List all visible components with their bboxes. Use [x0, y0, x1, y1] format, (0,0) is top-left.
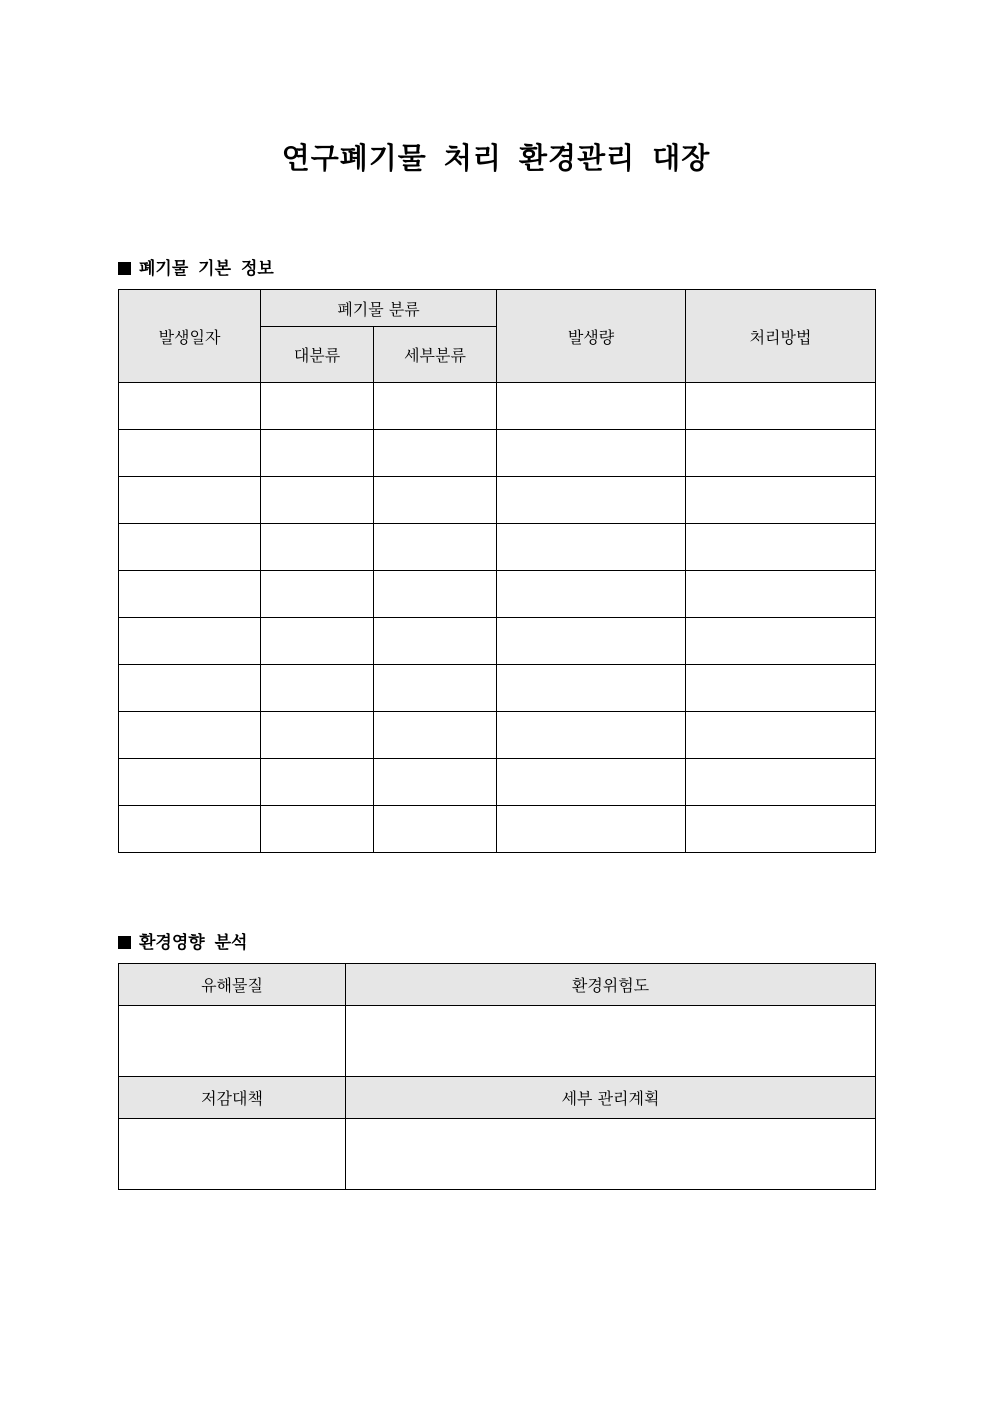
header-amount: 발생량 — [497, 290, 686, 383]
cell-date[interactable] — [119, 571, 261, 618]
cell-amount[interactable] — [497, 383, 686, 430]
table-row — [119, 571, 876, 618]
cell-sub-category[interactable] — [374, 477, 497, 524]
cell-major-category[interactable] — [261, 712, 374, 759]
cell-method[interactable] — [686, 477, 876, 524]
table-row — [119, 618, 876, 665]
cell-major-category[interactable] — [261, 806, 374, 853]
cell-method[interactable] — [686, 806, 876, 853]
cell-date[interactable] — [119, 383, 261, 430]
cell-major-category[interactable] — [261, 618, 374, 665]
cell-amount[interactable] — [497, 477, 686, 524]
header-method: 처리방법 — [686, 290, 876, 383]
cell-amount[interactable] — [497, 618, 686, 665]
cell-method[interactable] — [686, 712, 876, 759]
header-environmental-risk: 환경위험도 — [346, 964, 876, 1006]
table-row — [119, 430, 876, 477]
table-row — [119, 806, 876, 853]
table-row — [119, 712, 876, 759]
cell-amount[interactable] — [497, 712, 686, 759]
cell-sub-category[interactable] — [374, 759, 497, 806]
cell-hazardous-substance[interactable] — [119, 1006, 346, 1077]
cell-detailed-plan[interactable] — [346, 1119, 876, 1190]
cell-sub-category[interactable] — [374, 571, 497, 618]
cell-major-category[interactable] — [261, 571, 374, 618]
header-category-group: 폐기물 분류 — [261, 290, 497, 327]
header-detailed-plan: 세부 관리계획 — [346, 1077, 876, 1119]
cell-amount[interactable] — [497, 571, 686, 618]
table-row — [119, 665, 876, 712]
cell-sub-category[interactable] — [374, 618, 497, 665]
header-reduction-measures: 저감대책 — [119, 1077, 346, 1119]
cell-date[interactable] — [119, 712, 261, 759]
cell-method[interactable] — [686, 430, 876, 477]
header-sub-category: 세부분류 — [374, 327, 497, 383]
cell-amount[interactable] — [497, 524, 686, 571]
cell-major-category[interactable] — [261, 524, 374, 571]
impact-analysis-table — [118, 963, 876, 1190]
cell-method[interactable] — [686, 524, 876, 571]
header-date: 발생일자 — [119, 290, 261, 383]
cell-sub-category[interactable] — [374, 430, 497, 477]
table-row — [119, 477, 876, 524]
cell-date[interactable] — [119, 759, 261, 806]
black-square-icon — [118, 262, 131, 275]
cell-major-category[interactable] — [261, 430, 374, 477]
cell-method[interactable] — [686, 571, 876, 618]
cell-sub-category[interactable] — [374, 665, 497, 712]
header-major-category: 대분류 — [261, 327, 374, 383]
cell-method[interactable] — [686, 759, 876, 806]
cell-date[interactable] — [119, 665, 261, 712]
cell-amount[interactable] — [497, 759, 686, 806]
waste-info-table — [118, 289, 876, 853]
section-heading-waste-info — [118, 254, 274, 279]
cell-method[interactable] — [686, 618, 876, 665]
cell-amount[interactable] — [497, 665, 686, 712]
cell-sub-category[interactable] — [374, 712, 497, 759]
cell-sub-category[interactable] — [374, 806, 497, 853]
cell-date[interactable] — [119, 806, 261, 853]
table-row — [119, 759, 876, 806]
cell-date[interactable] — [119, 524, 261, 571]
section-heading-impact-analysis — [118, 928, 247, 953]
section-heading-label: 폐기물 기본 정보 — [139, 259, 274, 279]
cell-major-category[interactable] — [261, 383, 374, 430]
cell-environmental-risk[interactable] — [346, 1006, 876, 1077]
cell-major-category[interactable] — [261, 477, 374, 524]
cell-date[interactable] — [119, 477, 261, 524]
cell-date[interactable] — [119, 618, 261, 665]
table-row — [119, 524, 876, 571]
cell-method[interactable] — [686, 665, 876, 712]
cell-sub-category[interactable] — [374, 524, 497, 571]
cell-method[interactable] — [686, 383, 876, 430]
cell-reduction-measures[interactable] — [119, 1119, 346, 1190]
cell-major-category[interactable] — [261, 665, 374, 712]
cell-sub-category[interactable] — [374, 383, 497, 430]
section-heading-label: 환경영향 분석 — [139, 933, 248, 953]
black-square-icon — [118, 936, 131, 949]
table-row — [119, 383, 876, 430]
cell-amount[interactable] — [497, 430, 686, 477]
header-hazardous-substance: 유해물질 — [119, 964, 346, 1006]
cell-amount[interactable] — [497, 806, 686, 853]
cell-major-category[interactable] — [261, 759, 374, 806]
page-title: 연구폐기물 처리 환경관리 대장 — [281, 141, 711, 175]
cell-date[interactable] — [119, 430, 261, 477]
